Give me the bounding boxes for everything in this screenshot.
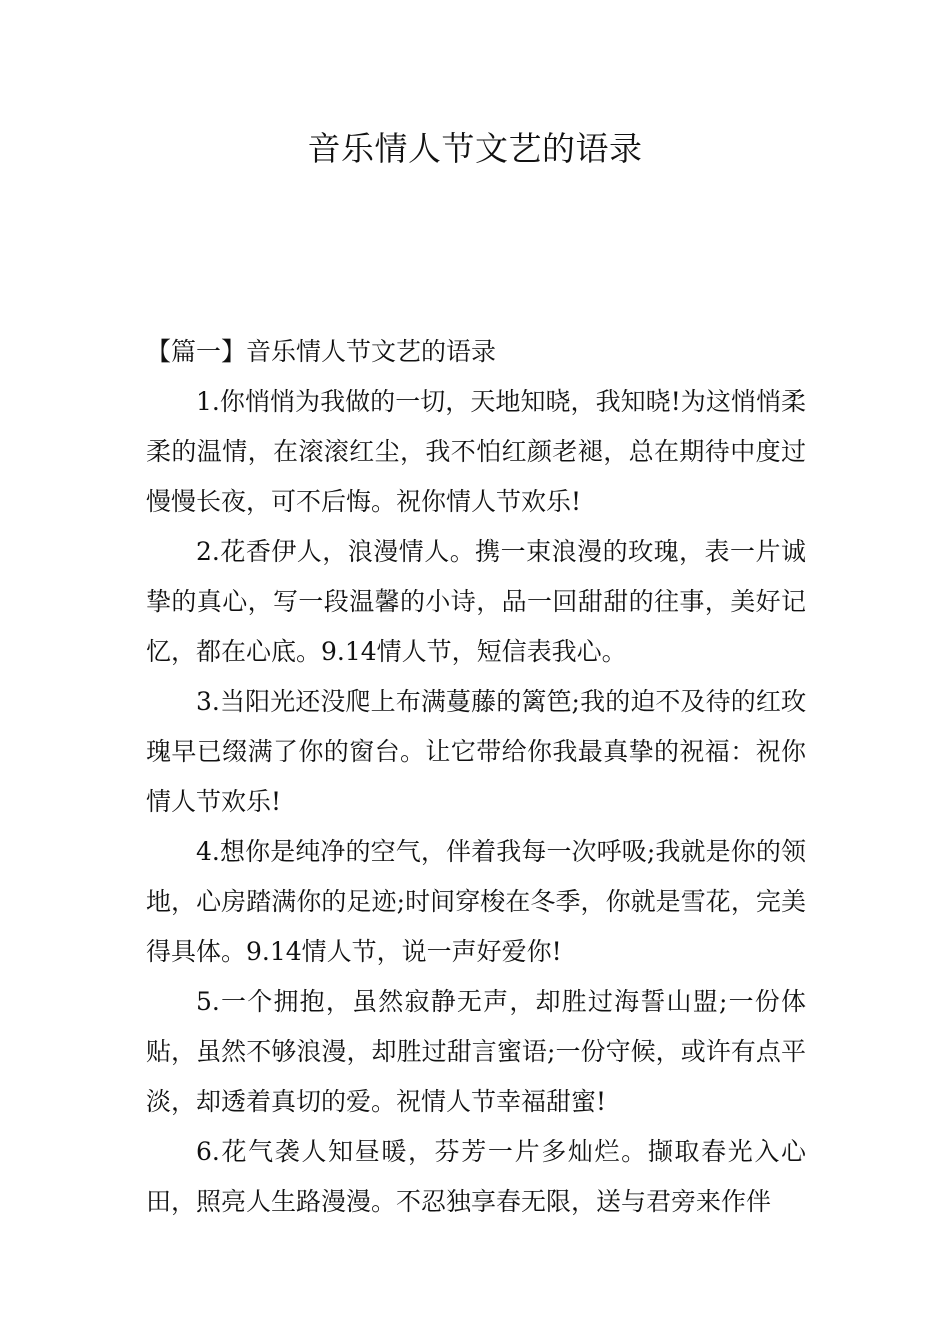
quote-paragraph-3: 3.当阳光还没爬上布满蔓藤的篱笆;我的迫不及待的红玫瑰早已缀满了你的窗台。让它带给你我最真挚的祝福：祝你情人节欢乐! [146,687,806,816]
quote-paragraph-2: 2.花香伊人，浪漫情人。携一束浪漫的玫瑰，表一片诚挚的真心，写一段温馨的小诗，品一回甜甜的往事，美好记忆，都在心底。9.14情人节，短信表我心。 [146,537,806,666]
document-title: 音乐情人节文艺的语录 [307,129,643,168]
quote-paragraph-1: 1.你悄悄为我做的一切，天地知晓，我知晓!为这悄悄柔柔的温情，在滚滚红尘，我不怕红颜老褪，总在期待中度过慢慢长夜，可不后悔。祝你情人节欢乐! [146,387,806,516]
document-body [146,327,806,1227]
section-heading: 【篇一】音乐情人节文艺的语录 [146,337,497,366]
quote-paragraph-4: 4.想你是纯净的空气，伴着我每一次呼吸;我就是你的领地，心房踏满你的足迹;时间穿梭在冬季，你就是雪花，完美得具体。9.14情人节，说一声好爱你! [146,837,806,966]
quote-paragraph-6: 6.花气袭人知昼暖，芬芳一片多灿烂。撷取春光入心田，照亮人生路漫漫。不忍独享春无限，送与君旁来作伴 [146,1137,806,1216]
quote-paragraph-5: 5.一个拥抱，虽然寂静无声，却胜过海誓山盟;一份体贴，虽然不够浪漫，却胜过甜言蜜语;一份守候，或许有点平淡，却透着真切的爱。祝情人节幸福甜蜜! [146,987,806,1116]
